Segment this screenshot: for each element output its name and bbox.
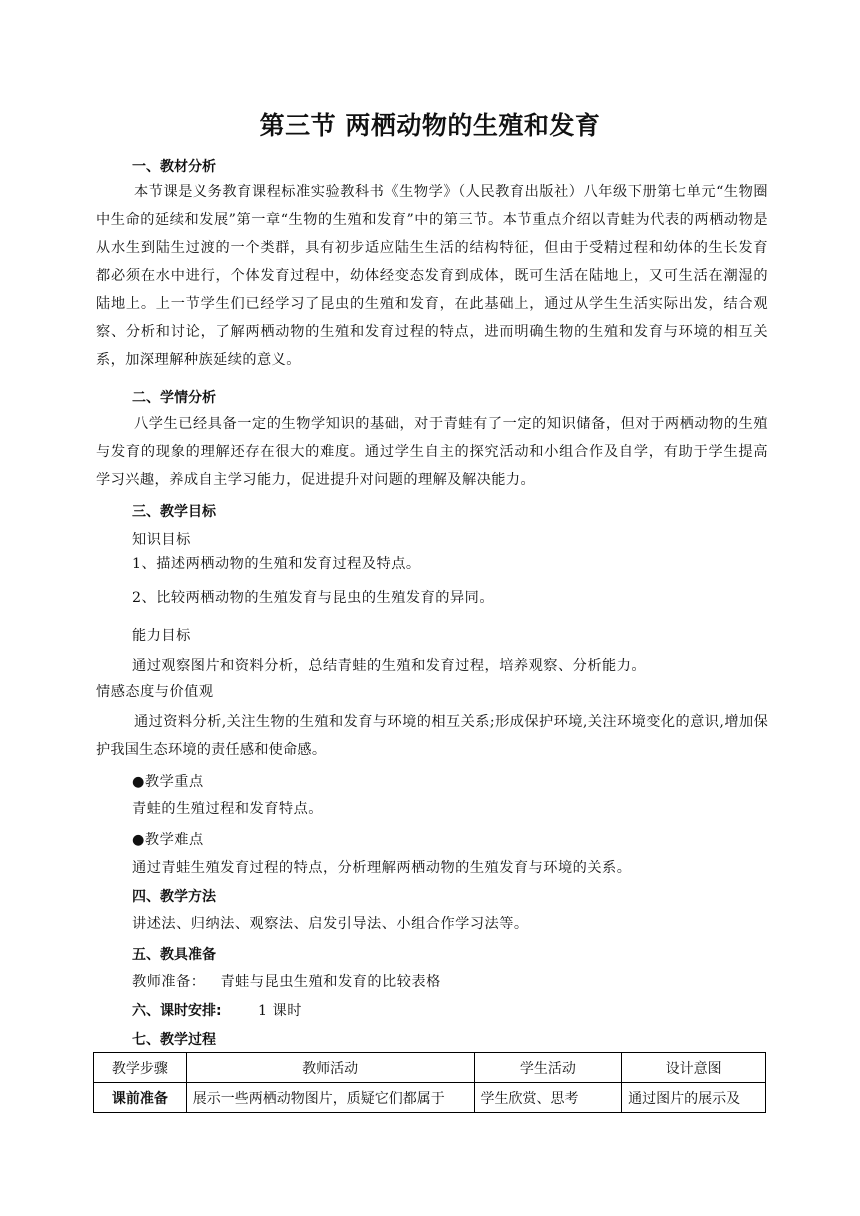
- section-body-5: 教师准备： 青蛙与昆虫生殖和发育的比较表格: [132, 974, 441, 990]
- emotion-label: 情感态度与价值观: [96, 684, 214, 700]
- section-body-6: 1 课时: [258, 1003, 302, 1019]
- section-heading-7: 七、教学过程: [132, 1032, 216, 1048]
- table-cell: 学生欣赏、思考: [474, 1083, 622, 1113]
- table-cell: 通过图片的展示及: [622, 1083, 766, 1113]
- table-header-cell: 教师活动: [186, 1053, 474, 1083]
- table-cell: 课前准备: [94, 1083, 187, 1113]
- table-cell: 展示一些两栖动物图片，质疑它们都属于: [186, 1083, 474, 1113]
- teaching-process-table: [93, 1052, 766, 1113]
- knowledge-item-1: 1、描述两栖动物的生殖和发育过程及特点。: [132, 556, 421, 572]
- section-body-4: 讲述法、归纳法、观察法、启发引导法、小组合作学习法等。: [132, 916, 529, 932]
- table-header-cell: 教学步骤: [94, 1053, 187, 1083]
- section-heading-3: 三、教学目标: [132, 504, 216, 520]
- table-header-cell: 设计意图: [622, 1053, 766, 1083]
- knowledge-item-2: 2、比较两栖动物的生殖发育与昆虫的生殖发育的异同。: [132, 590, 495, 606]
- ability-text: 通过观察图片和资料分析，总结青蛙的生殖和发育过程，培养观察、分析能力。: [132, 658, 647, 674]
- difficult-point-label: ●教学难点: [132, 832, 204, 848]
- key-point-text: 青蛙的生殖过程和发育特点。: [132, 801, 323, 817]
- section-heading-5: 五、教具准备: [132, 947, 216, 963]
- table-header-cell: 学生活动: [474, 1053, 622, 1083]
- section-body-1: 本节课是义务教育课程标准实验教科书《生物学》（人民教育出版社）八年级下册第七单元“生物圈中生命的延续和发展”第一章“生物的生殖和发育”中的第三节。本节重点介绍以青蛙为代表的两栖动物是从水生到陆生过渡的一个类群，具有初步适应陆生生活的结构特征，但由于受精过程和幼体的生长发育都必须在水中进行，个体发育过程中，幼体经变态发育到成体，既可生活在陆地上，又可生活在潮湿的陆地上。上一节学生们已经学习了昆虫的生殖和发育，在此基础上，通过从学生生活实际出发，结合观察、分析和讨论，了解两栖动物的生殖和发育过程的特点，进而明确生物的生殖和发育与环境的相互关系，加深理解种族延续的意义。: [96, 184, 768, 368]
- emotion-text: 通过资料分析,关注生物的生殖和发育与环境的相互关系;形成保护环境,关注环境变化的意识,增加保护我国生态环境的责任感和使命感。: [96, 714, 768, 758]
- section-heading-4: 四、教学方法: [132, 889, 216, 905]
- section-heading-6: 六、课时安排:: [132, 1003, 222, 1019]
- table-header-row: [94, 1053, 766, 1083]
- section-heading-2: 二、学情分析: [132, 390, 216, 406]
- key-point-label: ●教学重点: [132, 774, 204, 790]
- page-title: 第三节 两栖动物的生殖和发育: [259, 111, 601, 140]
- knowledge-label: 知识目标: [132, 532, 191, 548]
- difficult-point-text: 通过青蛙生殖发育过程的特点，分析理解两栖动物的生殖发育与环境的关系。: [132, 860, 632, 876]
- ability-label: 能力目标: [132, 628, 191, 644]
- section-heading-1: 一、教材分析: [132, 159, 216, 175]
- section-body-2: 八学生已经具备一定的生物学知识的基础，对于青蛙有了一定的知识储备，但对于两栖动物的生殖与发育的现象的理解还存在很大的难度。通过学生自主的探究活动和小组合作及自学，有助于学生提高学习兴趣，养成自主学习能力，促进提升对问题的理解及解决能力。: [96, 416, 768, 488]
- table-row: [94, 1083, 766, 1113]
